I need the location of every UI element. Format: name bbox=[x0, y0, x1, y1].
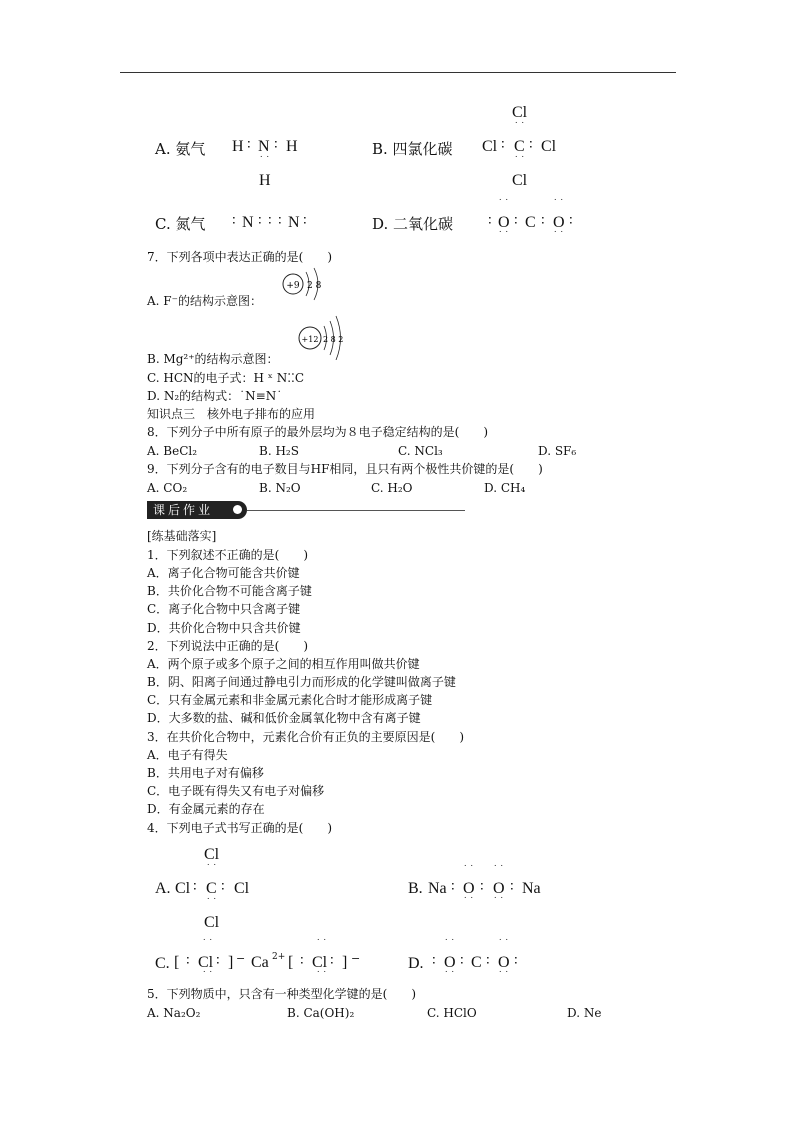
electron-pair: ˙˙ bbox=[498, 231, 511, 241]
atom-cl-top: Cl bbox=[204, 846, 220, 863]
shell-electrons: 2 8 2 bbox=[323, 335, 344, 344]
electron-pair: ∶ bbox=[330, 953, 334, 969]
q9-option-d: D. CH₄ bbox=[484, 481, 526, 495]
atom-o1: O bbox=[463, 880, 475, 897]
p1-option-a: A．离子化合物可能含共价键 bbox=[147, 566, 300, 580]
p4-option-c-formula bbox=[172, 938, 372, 984]
atom-n: N bbox=[258, 138, 270, 155]
electron-pair: ˙˙ bbox=[316, 971, 329, 981]
practice-heading: [练基础落实] bbox=[147, 529, 217, 543]
p4-stem: 4．下列电子式书写正确的是( ) bbox=[147, 821, 332, 835]
atom-cl-left: Cl bbox=[175, 880, 191, 897]
atom-c: C bbox=[525, 214, 536, 231]
electron-pair: ∶ bbox=[480, 879, 484, 895]
q8-option-c: C. NCl₃ bbox=[398, 444, 443, 458]
atom-cl-right: Cl bbox=[234, 880, 250, 897]
electron-pair: ˙˙ bbox=[498, 971, 511, 981]
electron-pair: ∶ bbox=[529, 137, 533, 153]
atom-cl-bottom: Cl bbox=[204, 914, 220, 931]
electron-pair: ˙˙ bbox=[316, 939, 329, 949]
atom-o2: O bbox=[493, 880, 505, 897]
electron-pair: ∶ bbox=[278, 213, 282, 229]
shell-electrons: 2 8 bbox=[307, 281, 322, 291]
electron-pair: ∶ bbox=[486, 953, 490, 969]
p4-option-d-formula bbox=[426, 938, 526, 984]
section-heading: 知识点三 核外电子排布的应用 bbox=[147, 407, 316, 421]
q7-option-a: A. F⁻的结构示意图： bbox=[147, 294, 262, 308]
p5-option-d: D. Ne bbox=[567, 1006, 602, 1020]
electron-pair: ∶ bbox=[258, 213, 262, 229]
atom-cl-top: Cl bbox=[512, 104, 528, 121]
electron-pair: ˙˙ bbox=[493, 865, 506, 875]
electron-pair: ˙˙ bbox=[206, 864, 219, 874]
nucleus-charge: +9 bbox=[286, 281, 300, 291]
p5-option-c: C. HClO bbox=[427, 1006, 477, 1020]
q9-option-c: C. H₂O bbox=[371, 481, 413, 495]
electron-pair: ∶ bbox=[221, 879, 225, 895]
p3-option-a: A．电子有得失 bbox=[147, 748, 228, 762]
atom-c: C bbox=[206, 880, 217, 897]
electron-pair: ∶ bbox=[232, 213, 236, 229]
p2-option-d: D．大多数的盐、碱和低价金属氧化物中含有离子键 bbox=[147, 711, 421, 725]
header-rule bbox=[120, 72, 676, 73]
atom-h-right: H bbox=[286, 138, 298, 155]
q8-stem: 8．下列分子中所有原子的最外层均为８电子稳定结构的是( ) bbox=[147, 425, 489, 439]
p1-stem: 1．下列叙述不正确的是( ) bbox=[147, 548, 308, 562]
atom-h-left: H bbox=[232, 138, 244, 155]
electron-pair: ˙˙ bbox=[493, 897, 506, 907]
electron-pair: ˙˙ bbox=[206, 898, 219, 908]
atom-o2: O bbox=[498, 954, 510, 971]
q6-option-b-formula bbox=[480, 104, 570, 192]
atom-na2: Na bbox=[522, 880, 541, 897]
p4-option-b-formula bbox=[426, 864, 546, 910]
p4-option-c-label: C. bbox=[155, 955, 170, 972]
atom-cl-right: Cl bbox=[541, 138, 557, 155]
p2-option-c: C．只有金属元素和非金属元素化合时才能形成离子键 bbox=[147, 693, 433, 707]
electron-pair: ˙˙ bbox=[514, 122, 527, 132]
atom-ca: Ca bbox=[251, 954, 269, 971]
banner-rule bbox=[247, 510, 465, 511]
charge-minus: − bbox=[351, 952, 361, 965]
q6-option-a-formula bbox=[230, 128, 310, 192]
banner-label: 课后作业 bbox=[147, 501, 247, 519]
electron-pair: ˙˙ bbox=[463, 897, 476, 907]
electron-pair: ∶ bbox=[303, 213, 307, 229]
p1-option-d: D．共价化合物中只含共价键 bbox=[147, 621, 301, 635]
atom-cl-bottom: Cl bbox=[512, 172, 528, 189]
electron-pair: ∶ bbox=[268, 213, 272, 229]
f-ion-structure-diagram bbox=[278, 264, 330, 308]
q9-option-a: A. CO₂ bbox=[147, 481, 188, 495]
banner-dot-icon bbox=[233, 505, 242, 514]
atom-cl-left: Cl bbox=[482, 138, 498, 155]
q6-option-d-formula bbox=[484, 198, 584, 244]
q7-option-b: B. Mg²⁺的结构示意图： bbox=[147, 352, 279, 366]
q6-option-b-label: B. 四氯化碳 bbox=[372, 140, 453, 158]
electron-pair: ∶ bbox=[432, 953, 436, 969]
q8-option-a: A. BeCl₂ bbox=[147, 444, 198, 458]
p5-option-b: B. Ca(OH)₂ bbox=[287, 1006, 355, 1020]
electron-pair: ∶ bbox=[510, 879, 514, 895]
q6-option-d-label: D. 二氧化碳 bbox=[372, 215, 454, 233]
q8-option-b: B. H₂S bbox=[259, 444, 299, 458]
electron-pair: ˙˙ bbox=[444, 971, 457, 981]
electron-pair: ˙˙ bbox=[498, 199, 511, 209]
electron-pair: ∶ bbox=[193, 879, 197, 895]
atom-h-bottom: H bbox=[259, 172, 271, 189]
p2-stem: 2．下列说法中正确的是( ) bbox=[147, 639, 308, 653]
electron-pair: ˙˙ bbox=[259, 156, 272, 166]
atom-cl1: Cl bbox=[198, 954, 214, 971]
p3-option-d: D．有金属元素的存在 bbox=[147, 802, 265, 816]
mg-ion-structure-diagram bbox=[296, 314, 356, 360]
electron-pair: ∶ bbox=[247, 137, 251, 153]
atom-c: C bbox=[514, 138, 525, 155]
bracket-right: ] bbox=[228, 954, 234, 971]
electron-pair: ∶ bbox=[569, 213, 573, 229]
bracket-left: [ bbox=[288, 954, 294, 971]
charge-ca: 2+ bbox=[272, 952, 286, 962]
p4-option-b-label: B. bbox=[408, 880, 423, 897]
electron-pair: ∶ bbox=[541, 213, 545, 229]
electron-pair: ∶ bbox=[186, 953, 190, 969]
q7-stem: 7．下列各项中表达正确的是( ) bbox=[147, 250, 332, 264]
electron-pair: ∶ bbox=[216, 953, 220, 969]
p2-option-a: A．两个原子或多个原子之间的相互作用叫做共价键 bbox=[147, 657, 420, 671]
q7-option-c: C. HCN的电子式：H ˣ N⁚⁚C bbox=[147, 371, 305, 385]
electron-pair: ˙˙ bbox=[202, 971, 215, 981]
p4-option-a-formula bbox=[172, 846, 262, 934]
electron-pair: ˙˙ bbox=[202, 939, 215, 949]
electron-pair: ˙˙ bbox=[444, 939, 457, 949]
q9-option-b: B. N₂O bbox=[259, 481, 301, 495]
atom-o1: O bbox=[444, 954, 456, 971]
q6-option-c-label: C. 氮气 bbox=[155, 215, 206, 233]
electron-pair: ∶ bbox=[488, 213, 492, 229]
q8-option-d: D. SF₆ bbox=[538, 444, 577, 458]
electron-pair: ˙˙ bbox=[498, 939, 511, 949]
electron-pair: ∶ bbox=[501, 137, 505, 153]
electron-pair: ˙˙ bbox=[553, 231, 566, 241]
nucleus-charge: +12 bbox=[301, 335, 319, 344]
electron-pair: ∶ bbox=[514, 213, 518, 229]
q6-option-a-label: A. 氨气 bbox=[155, 140, 206, 158]
p5-stem: 5．下列物质中，只含有一种类型化学键的是( ) bbox=[147, 987, 416, 1001]
p3-option-b: B．共用电子对有偏移 bbox=[147, 766, 264, 780]
electron-pair: ˙˙ bbox=[463, 865, 476, 875]
atom-cl2: Cl bbox=[312, 954, 328, 971]
atom-o2: O bbox=[553, 214, 565, 231]
bracket-left: [ bbox=[174, 954, 180, 971]
p2-option-b: B．阴、阳离子间通过静电引力而形成的化学键叫做离子键 bbox=[147, 675, 456, 689]
electron-pair: ∶ bbox=[514, 953, 518, 969]
p3-option-c: C．电子既有得失又有电子对偏移 bbox=[147, 784, 325, 798]
p5-option-a: A. Na₂O₂ bbox=[147, 1006, 201, 1020]
electron-pair: ∶ bbox=[451, 879, 455, 895]
electron-pair: ˙˙ bbox=[553, 199, 566, 209]
p1-option-b: B．共价化合物不可能含离子键 bbox=[147, 584, 312, 598]
atom-c: C bbox=[471, 954, 482, 971]
homework-banner bbox=[147, 501, 465, 519]
electron-pair: ∶ bbox=[274, 137, 278, 153]
electron-pair: ∶ bbox=[460, 953, 464, 969]
atom-n1: N bbox=[242, 214, 254, 231]
q9-stem: 9．下列分子含有的电子数目与HF相同，且只有两个极性共价键的是( ) bbox=[147, 462, 543, 476]
atom-na1: Na bbox=[428, 880, 447, 897]
electron-pair: ∶ bbox=[300, 953, 304, 969]
atom-n2: N bbox=[288, 214, 300, 231]
charge-minus: − bbox=[236, 952, 246, 965]
p4-option-a-label: A. bbox=[155, 880, 171, 897]
p3-stem: 3．在共价化合物中，元素化合价有正负的主要原因是( ) bbox=[147, 730, 465, 744]
p1-option-c: C．离子化合物中只含离子键 bbox=[147, 602, 301, 616]
q6-option-c-formula bbox=[228, 210, 318, 234]
atom-o1: O bbox=[498, 214, 510, 231]
q7-option-d: D. N₂的结构式：˙N≡N˙ bbox=[147, 389, 283, 403]
bracket-right: ] bbox=[342, 954, 348, 971]
electron-pair: ˙˙ bbox=[514, 156, 527, 166]
p4-option-d-label: D. bbox=[408, 955, 424, 972]
